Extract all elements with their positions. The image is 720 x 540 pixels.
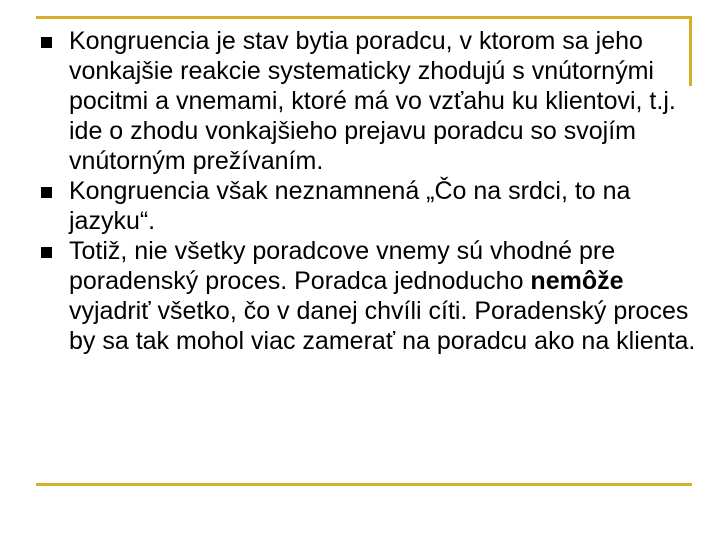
bullet-item: [0, 176, 720, 236]
bullet-item: [0, 26, 720, 176]
bullet-item-text-before: Totiž, nie všetky poradcove vnemy sú vhodné pre poradenský proces. Poradca jednoducho: [69, 237, 616, 295]
bullet-item-text-after: vyjadriť všetko, čo v danej chvíli cíti. Poradenský proces by sa tak mohol viac zamerať na poradcu ako na klienta.: [69, 297, 696, 355]
bullet-item: [0, 236, 720, 356]
square-bullet-icon: [41, 247, 52, 258]
slide-frame-bottom-line: [36, 483, 692, 486]
bullet-item-text: Kongruencia však neznamnená „Čo na srdci, to na jazyku“.: [69, 177, 631, 235]
bullet-list: [0, 26, 720, 356]
slide-frame-top-line: [36, 16, 692, 19]
bullet-item-emphasis: nemôže: [530, 267, 624, 295]
square-bullet-icon: [41, 37, 52, 48]
bullet-item-text: Kongruencia je stav bytia poradcu, v ktorom sa jeho vonkajšie reakcie systematicky zhodujú s vnútornými pocitmi a vnemami, ktoré má vo vzťahu ku klientovi, t.j. ide o zhodu vonkajšieho prejavu poradcu so svojím vnútorným prežívaním.: [69, 27, 676, 175]
square-bullet-icon: [41, 187, 52, 198]
